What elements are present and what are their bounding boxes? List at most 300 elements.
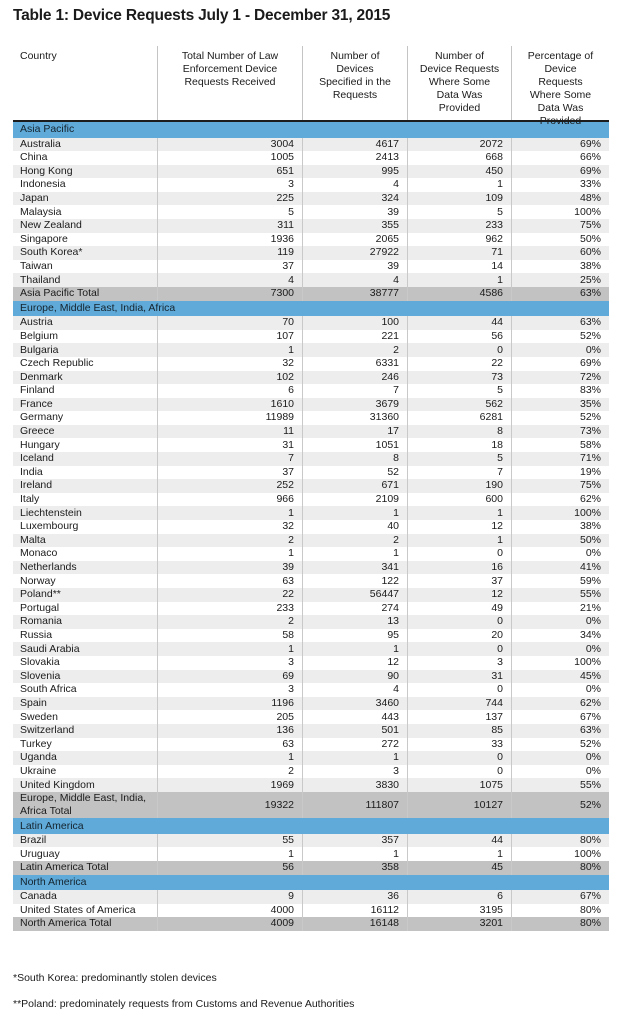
country-cell: Italy — [20, 493, 40, 506]
footnote-text: **Poland: predominately requests from Customs and Revenue Authorities — [13, 998, 355, 1010]
country-cell: Singapore — [20, 232, 68, 245]
value-cell: 272 — [302, 738, 407, 752]
value-cell: 3830 — [302, 778, 407, 792]
value-cell: 36 — [302, 890, 407, 904]
total-row — [13, 917, 609, 931]
country-cell: Taiwan — [20, 260, 53, 273]
value-cell: 1 — [302, 547, 407, 561]
country-cell: Romania — [20, 615, 63, 628]
value-cell: 0 — [407, 751, 511, 765]
value-cell: 5 — [407, 205, 511, 219]
value-cell: 311 — [157, 219, 302, 233]
value-cell: 40 — [302, 520, 407, 534]
table-row — [13, 602, 609, 616]
table-row — [13, 738, 609, 752]
value-cell: 6 — [157, 384, 302, 398]
value-cell: 33 — [407, 738, 511, 752]
percent-cell: 0% — [511, 642, 609, 656]
section-header-row — [13, 818, 609, 834]
total-row — [13, 792, 609, 818]
percent-cell: 72% — [511, 371, 609, 385]
section-header-label: Asia Pacific — [20, 123, 75, 136]
country-cell: Thailand — [20, 273, 61, 286]
value-cell: 6281 — [407, 411, 511, 425]
value-cell: 562 — [407, 398, 511, 412]
table-row — [13, 834, 609, 848]
country-cell: Spain — [20, 696, 47, 709]
value-cell: 0 — [407, 343, 511, 357]
percent-cell: 63% — [511, 316, 609, 330]
value-cell: 2 — [157, 615, 302, 629]
table-row — [13, 765, 609, 779]
value-cell: 11 — [157, 425, 302, 439]
section-header-label: Europe, Middle East, India, Africa — [20, 301, 176, 314]
percent-cell: 100% — [511, 847, 609, 861]
country-cell: Denmark — [20, 370, 63, 383]
value-cell: 137 — [407, 710, 511, 724]
value-cell: 49 — [407, 602, 511, 616]
value-cell: 3 — [407, 656, 511, 670]
total-value-cell: 111807 — [302, 792, 407, 818]
percent-cell: 55% — [511, 778, 609, 792]
percent-cell: 100% — [511, 506, 609, 520]
value-cell: 90 — [302, 670, 407, 684]
country-cell: Portugal — [20, 601, 60, 614]
value-cell: 1 — [157, 547, 302, 561]
country-cell: Canada — [20, 890, 57, 903]
value-cell: 246 — [302, 371, 407, 385]
value-cell: 1 — [302, 642, 407, 656]
value-cell: 119 — [157, 246, 302, 260]
country-cell: Malaysia — [20, 205, 62, 218]
value-cell: 73 — [407, 371, 511, 385]
value-cell: 1005 — [157, 151, 302, 165]
country-cell: Russia — [20, 628, 53, 641]
country-cell: Malta — [20, 533, 46, 546]
total-value-cell: 7300 — [157, 287, 302, 301]
value-cell: 6331 — [302, 357, 407, 371]
value-cell: 3679 — [302, 398, 407, 412]
value-cell: 55 — [157, 834, 302, 848]
value-cell: 39 — [302, 205, 407, 219]
percent-cell: 67% — [511, 890, 609, 904]
value-cell: 1 — [157, 642, 302, 656]
value-cell: 5 — [157, 205, 302, 219]
value-cell: 233 — [157, 602, 302, 616]
value-cell: 3 — [157, 178, 302, 192]
percent-cell: 83% — [511, 384, 609, 398]
table-row — [13, 588, 609, 602]
value-cell: 2109 — [302, 493, 407, 507]
value-cell: 233 — [407, 219, 511, 233]
value-cell: 1 — [407, 534, 511, 548]
percent-cell: 69% — [511, 357, 609, 371]
table-row — [13, 233, 609, 247]
percent-cell: 52% — [511, 411, 609, 425]
country-cell: Sweden — [20, 710, 58, 723]
value-cell: 107 — [157, 330, 302, 344]
value-cell: 324 — [302, 192, 407, 206]
country-cell: Hungary — [20, 438, 60, 451]
value-cell: 39 — [302, 260, 407, 274]
value-cell: 16112 — [302, 904, 407, 918]
value-cell: 3460 — [302, 697, 407, 711]
country-cell: United States of America — [20, 903, 136, 916]
value-cell: 1051 — [302, 438, 407, 452]
value-cell: 2 — [302, 534, 407, 548]
value-cell: 668 — [407, 151, 511, 165]
value-cell: 109 — [407, 192, 511, 206]
value-cell: 4000 — [157, 904, 302, 918]
table-body — [13, 122, 609, 931]
value-cell: 190 — [407, 479, 511, 493]
country-cell: Slovenia — [20, 669, 61, 682]
table-row — [13, 384, 609, 398]
value-cell: 0 — [407, 683, 511, 697]
percent-cell: 0% — [511, 751, 609, 765]
table-row — [13, 751, 609, 765]
value-cell: 1 — [157, 343, 302, 357]
section-header-label: Latin America — [20, 819, 84, 832]
percent-cell: 0% — [511, 547, 609, 561]
value-cell: 1 — [157, 506, 302, 520]
country-cell: Japan — [20, 192, 49, 205]
footnotes — [13, 972, 354, 1024]
value-cell: 274 — [302, 602, 407, 616]
total-value-cell: 10127 — [407, 792, 511, 818]
percent-cell: 0% — [511, 343, 609, 357]
value-cell: 7 — [407, 466, 511, 480]
table-row — [13, 904, 609, 918]
value-cell: 9 — [157, 890, 302, 904]
percent-cell: 38% — [511, 260, 609, 274]
country-cell: Bulgaria — [20, 343, 59, 356]
percent-cell: 48% — [511, 192, 609, 206]
percent-cell: 50% — [511, 534, 609, 548]
percent-cell: 80% — [511, 904, 609, 918]
total-label-cell: Latin America Total — [20, 861, 109, 874]
country-cell: Luxembourg — [20, 520, 79, 533]
value-cell: 0 — [407, 615, 511, 629]
percent-cell: 69% — [511, 165, 609, 179]
country-cell: United Kingdom — [20, 778, 95, 791]
percent-cell: 52% — [511, 330, 609, 344]
value-cell: 1 — [157, 751, 302, 765]
percent-cell: 19% — [511, 466, 609, 480]
table-row — [13, 629, 609, 643]
table-row — [13, 316, 609, 330]
value-cell: 44 — [407, 834, 511, 848]
value-cell: 39 — [157, 561, 302, 575]
value-cell: 136 — [157, 724, 302, 738]
table-row — [13, 438, 609, 452]
value-cell: 31360 — [302, 411, 407, 425]
country-cell: France — [20, 397, 53, 410]
table-row — [13, 493, 609, 507]
value-cell: 4617 — [302, 138, 407, 152]
country-cell: China — [20, 151, 48, 164]
value-cell: 443 — [302, 710, 407, 724]
country-cell: India — [20, 465, 43, 478]
value-cell: 13 — [302, 615, 407, 629]
value-cell: 4 — [302, 178, 407, 192]
value-cell: 0 — [407, 547, 511, 561]
value-cell: 16 — [407, 561, 511, 575]
percent-cell: 55% — [511, 588, 609, 602]
value-cell: 3004 — [157, 138, 302, 152]
value-cell: 70 — [157, 316, 302, 330]
percent-cell: 69% — [511, 138, 609, 152]
percent-cell: 62% — [511, 697, 609, 711]
value-cell: 27922 — [302, 246, 407, 260]
column-header: Number of Devices Specified in the Requests — [302, 46, 407, 120]
section-header-label: North America — [20, 875, 87, 888]
value-cell: 3 — [157, 683, 302, 697]
percent-cell: 75% — [511, 479, 609, 493]
value-cell: 2 — [157, 765, 302, 779]
table-row — [13, 452, 609, 466]
value-cell: 11989 — [157, 411, 302, 425]
table-row — [13, 165, 609, 179]
value-cell: 995 — [302, 165, 407, 179]
country-cell: Saudi Arabia — [20, 642, 80, 655]
value-cell: 1 — [302, 506, 407, 520]
total-value-cell: 19322 — [157, 792, 302, 818]
table-row — [13, 138, 609, 152]
percent-cell: 73% — [511, 425, 609, 439]
country-cell: Monaco — [20, 547, 58, 560]
table-row — [13, 710, 609, 724]
value-cell: 1 — [407, 506, 511, 520]
percent-cell: 0% — [511, 765, 609, 779]
value-cell: 69 — [157, 670, 302, 684]
total-row — [13, 861, 609, 875]
country-cell: Ireland — [20, 479, 53, 492]
table-row — [13, 260, 609, 274]
value-cell: 1969 — [157, 778, 302, 792]
section-header-row — [13, 875, 609, 891]
total-value-cell: 4586 — [407, 287, 511, 301]
country-cell: South Africa — [20, 683, 77, 696]
percent-cell: 60% — [511, 246, 609, 260]
value-cell: 56447 — [302, 588, 407, 602]
total-label-cell: Europe, Middle East, India, Africa Total — [20, 791, 147, 818]
value-cell: 205 — [157, 710, 302, 724]
value-cell: 95 — [302, 629, 407, 643]
value-cell: 122 — [302, 574, 407, 588]
value-cell: 52 — [302, 466, 407, 480]
value-cell: 63 — [157, 738, 302, 752]
country-cell: Poland** — [20, 588, 61, 601]
table-row — [13, 411, 609, 425]
table-row — [13, 205, 609, 219]
total-percent-cell: 63% — [511, 287, 609, 301]
total-value-cell: 3201 — [407, 917, 511, 931]
table-row — [13, 273, 609, 287]
table-row — [13, 246, 609, 260]
total-label-cell: Asia Pacific Total — [20, 287, 100, 300]
table-row — [13, 561, 609, 575]
value-cell: 2413 — [302, 151, 407, 165]
country-cell: Uruguay — [20, 847, 60, 860]
value-cell: 3195 — [407, 904, 511, 918]
table-row — [13, 547, 609, 561]
value-cell: 22 — [157, 588, 302, 602]
table-row — [13, 615, 609, 629]
total-label-cell: North America Total — [20, 917, 112, 930]
value-cell: 85 — [407, 724, 511, 738]
percent-cell: 67% — [511, 710, 609, 724]
value-cell: 44 — [407, 316, 511, 330]
value-cell: 1 — [157, 847, 302, 861]
table-row — [13, 670, 609, 684]
footnote-text: *South Korea: predominantly stolen devices — [13, 972, 217, 984]
country-cell: Indonesia — [20, 178, 66, 191]
value-cell: 1610 — [157, 398, 302, 412]
value-cell: 17 — [302, 425, 407, 439]
value-cell: 966 — [157, 493, 302, 507]
percent-cell: 75% — [511, 219, 609, 233]
value-cell: 1 — [302, 751, 407, 765]
country-cell: Uganda — [20, 751, 57, 764]
value-cell: 3 — [157, 656, 302, 670]
country-cell: Norway — [20, 574, 56, 587]
percent-cell: 100% — [511, 656, 609, 670]
country-cell: Slovakia — [20, 656, 60, 669]
table-row — [13, 724, 609, 738]
percent-cell: 58% — [511, 438, 609, 452]
column-header: Total Number of Law Enforcement Device Requests Received — [157, 46, 302, 120]
column-header: Number of Device Requests Where Some Data Was Provided — [407, 46, 511, 120]
value-cell: 14 — [407, 260, 511, 274]
country-cell: Turkey — [20, 737, 52, 750]
table-row — [13, 506, 609, 520]
value-cell: 341 — [302, 561, 407, 575]
value-cell: 744 — [407, 697, 511, 711]
value-cell: 600 — [407, 493, 511, 507]
table-row — [13, 178, 609, 192]
value-cell: 37 — [407, 574, 511, 588]
table-row — [13, 192, 609, 206]
total-value-cell: 4009 — [157, 917, 302, 931]
value-cell: 18 — [407, 438, 511, 452]
percent-cell: 0% — [511, 683, 609, 697]
value-cell: 20 — [407, 629, 511, 643]
value-cell: 4 — [157, 273, 302, 287]
percent-cell: 66% — [511, 151, 609, 165]
table-row — [13, 683, 609, 697]
table-header-row — [13, 46, 609, 127]
value-cell: 501 — [302, 724, 407, 738]
total-value-cell: 16148 — [302, 917, 407, 931]
total-value-cell: 38777 — [302, 287, 407, 301]
device-requests-table — [13, 46, 609, 931]
table-row — [13, 574, 609, 588]
value-cell: 31 — [407, 670, 511, 684]
percent-cell: 63% — [511, 724, 609, 738]
percent-cell: 59% — [511, 574, 609, 588]
value-cell: 1 — [407, 273, 511, 287]
value-cell: 357 — [302, 834, 407, 848]
total-percent-cell: 80% — [511, 861, 609, 875]
percent-cell: 21% — [511, 602, 609, 616]
value-cell: 1 — [407, 178, 511, 192]
value-cell: 4 — [302, 273, 407, 287]
table-row — [13, 466, 609, 480]
value-cell: 671 — [302, 479, 407, 493]
value-cell: 8 — [407, 425, 511, 439]
value-cell: 31 — [157, 438, 302, 452]
percent-cell: 35% — [511, 398, 609, 412]
value-cell: 355 — [302, 219, 407, 233]
value-cell: 1 — [407, 847, 511, 861]
table-row — [13, 778, 609, 792]
value-cell: 37 — [157, 466, 302, 480]
table-title: Table 1: Device Requests July 1 - December 31, 2015 — [13, 7, 391, 24]
percent-cell: 34% — [511, 629, 609, 643]
value-cell: 12 — [407, 588, 511, 602]
country-cell: Ukraine — [20, 764, 57, 777]
table-row — [13, 642, 609, 656]
country-cell: Netherlands — [20, 561, 77, 573]
value-cell: 221 — [302, 330, 407, 344]
value-cell: 7 — [157, 452, 302, 466]
value-cell: 2 — [157, 534, 302, 548]
percent-cell: 38% — [511, 520, 609, 534]
country-cell: Greece — [20, 425, 55, 438]
country-cell: Brazil — [20, 834, 47, 846]
value-cell: 5 — [407, 384, 511, 398]
percent-cell: 33% — [511, 178, 609, 192]
country-cell: Austria — [20, 316, 53, 329]
table-row — [13, 151, 609, 165]
value-cell: 2 — [302, 343, 407, 357]
value-cell: 0 — [407, 765, 511, 779]
value-cell: 1196 — [157, 697, 302, 711]
value-cell: 71 — [407, 246, 511, 260]
table-row — [13, 330, 609, 344]
total-percent-cell: 80% — [511, 917, 609, 931]
table-row — [13, 398, 609, 412]
value-cell: 7 — [302, 384, 407, 398]
value-cell: 100 — [302, 316, 407, 330]
country-cell: New Zealand — [20, 219, 82, 232]
total-value-cell: 358 — [302, 861, 407, 875]
table-row — [13, 219, 609, 233]
value-cell: 3 — [302, 765, 407, 779]
table-row — [13, 534, 609, 548]
table-row — [13, 371, 609, 385]
value-cell: 37 — [157, 260, 302, 274]
table-row — [13, 520, 609, 534]
percent-cell: 52% — [511, 738, 609, 752]
value-cell: 8 — [302, 452, 407, 466]
value-cell: 1 — [302, 847, 407, 861]
country-cell: Australia — [20, 137, 61, 150]
percent-cell: 50% — [511, 233, 609, 247]
value-cell: 2065 — [302, 233, 407, 247]
column-header: Percentage of Device Requests Where Some Data Was Provided — [511, 46, 609, 120]
value-cell: 63 — [157, 574, 302, 588]
country-cell: Czech Republic — [20, 357, 94, 370]
table-row — [13, 357, 609, 371]
percent-cell: 100% — [511, 205, 609, 219]
value-cell: 102 — [157, 371, 302, 385]
value-cell: 6 — [407, 890, 511, 904]
value-cell: 1936 — [157, 233, 302, 247]
percent-cell: 41% — [511, 561, 609, 575]
value-cell: 12 — [302, 656, 407, 670]
